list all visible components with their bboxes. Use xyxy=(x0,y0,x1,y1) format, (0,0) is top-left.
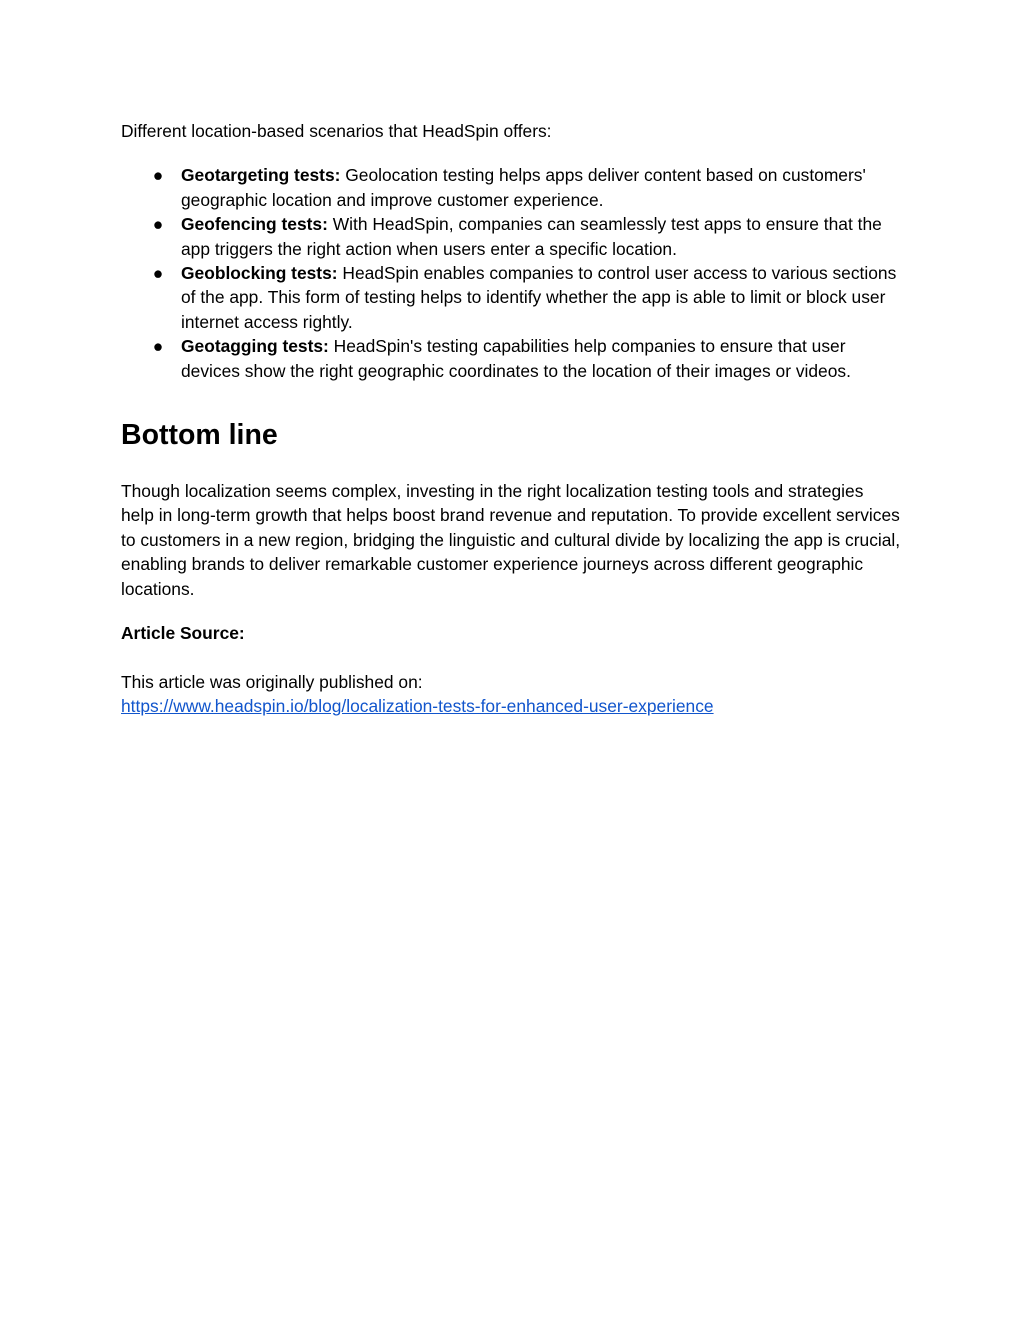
source-link-line xyxy=(121,694,901,718)
published-note: This article was originally published on: xyxy=(121,671,423,692)
section-heading: Bottom line xyxy=(121,419,278,452)
source-link[interactable]: https://www.headspin.io/blog/localization-tests-for-enhanced-user-experience xyxy=(121,695,714,716)
list-item-term: Geotargeting tests: xyxy=(181,165,341,186)
bullet-icon: ● xyxy=(152,214,164,235)
article-source-label: Article Source: xyxy=(121,623,245,644)
intro-paragraph: Different location-based scenarios that HeadSpin offers: xyxy=(121,121,552,141)
bullet-icon: ● xyxy=(152,165,164,186)
list-item-term: Geofencing tests: xyxy=(181,214,328,235)
list-item-term: Geoblocking tests: xyxy=(181,263,338,284)
list-item xyxy=(121,163,901,212)
bullet-icon: ● xyxy=(152,336,164,357)
bullet-icon: ● xyxy=(152,263,164,284)
document-page xyxy=(121,119,901,718)
list-item-text: HeadSpin's testing capabilities help companies to ensure that user devices show the right geographic coordinates to the location of their images or videos. xyxy=(181,336,851,381)
list-item-text: HeadSpin enables companies to control user access to various sections of the app. This form of testing helps to identify whether the app is able to limit or block user internet access rightly. xyxy=(181,263,897,332)
list-item-term: Geotagging tests: xyxy=(181,336,329,357)
bottom-line-paragraph: Though localization seems complex, investing in the right localization testing tools and strategies help in long-term growth that helps boost brand revenue and reputation. To provide excellent services to customers in a new region, bridging the linguistic and cultural divide by localizing the app is crucial, enabling brands to deliver remarkable customer experience journeys across different geographic locations. xyxy=(121,481,901,599)
list-item-text: With HeadSpin, companies can seamlessly test apps to ensure that the app triggers the right action when users enter a specific location. xyxy=(181,214,882,259)
list-item xyxy=(121,334,901,383)
scenario-list xyxy=(121,163,901,383)
list-item xyxy=(121,212,901,261)
list-item-text: Geolocation testing helps apps deliver content based on customers' geographic location and improve customer experience. xyxy=(181,165,866,210)
list-item xyxy=(121,261,901,334)
